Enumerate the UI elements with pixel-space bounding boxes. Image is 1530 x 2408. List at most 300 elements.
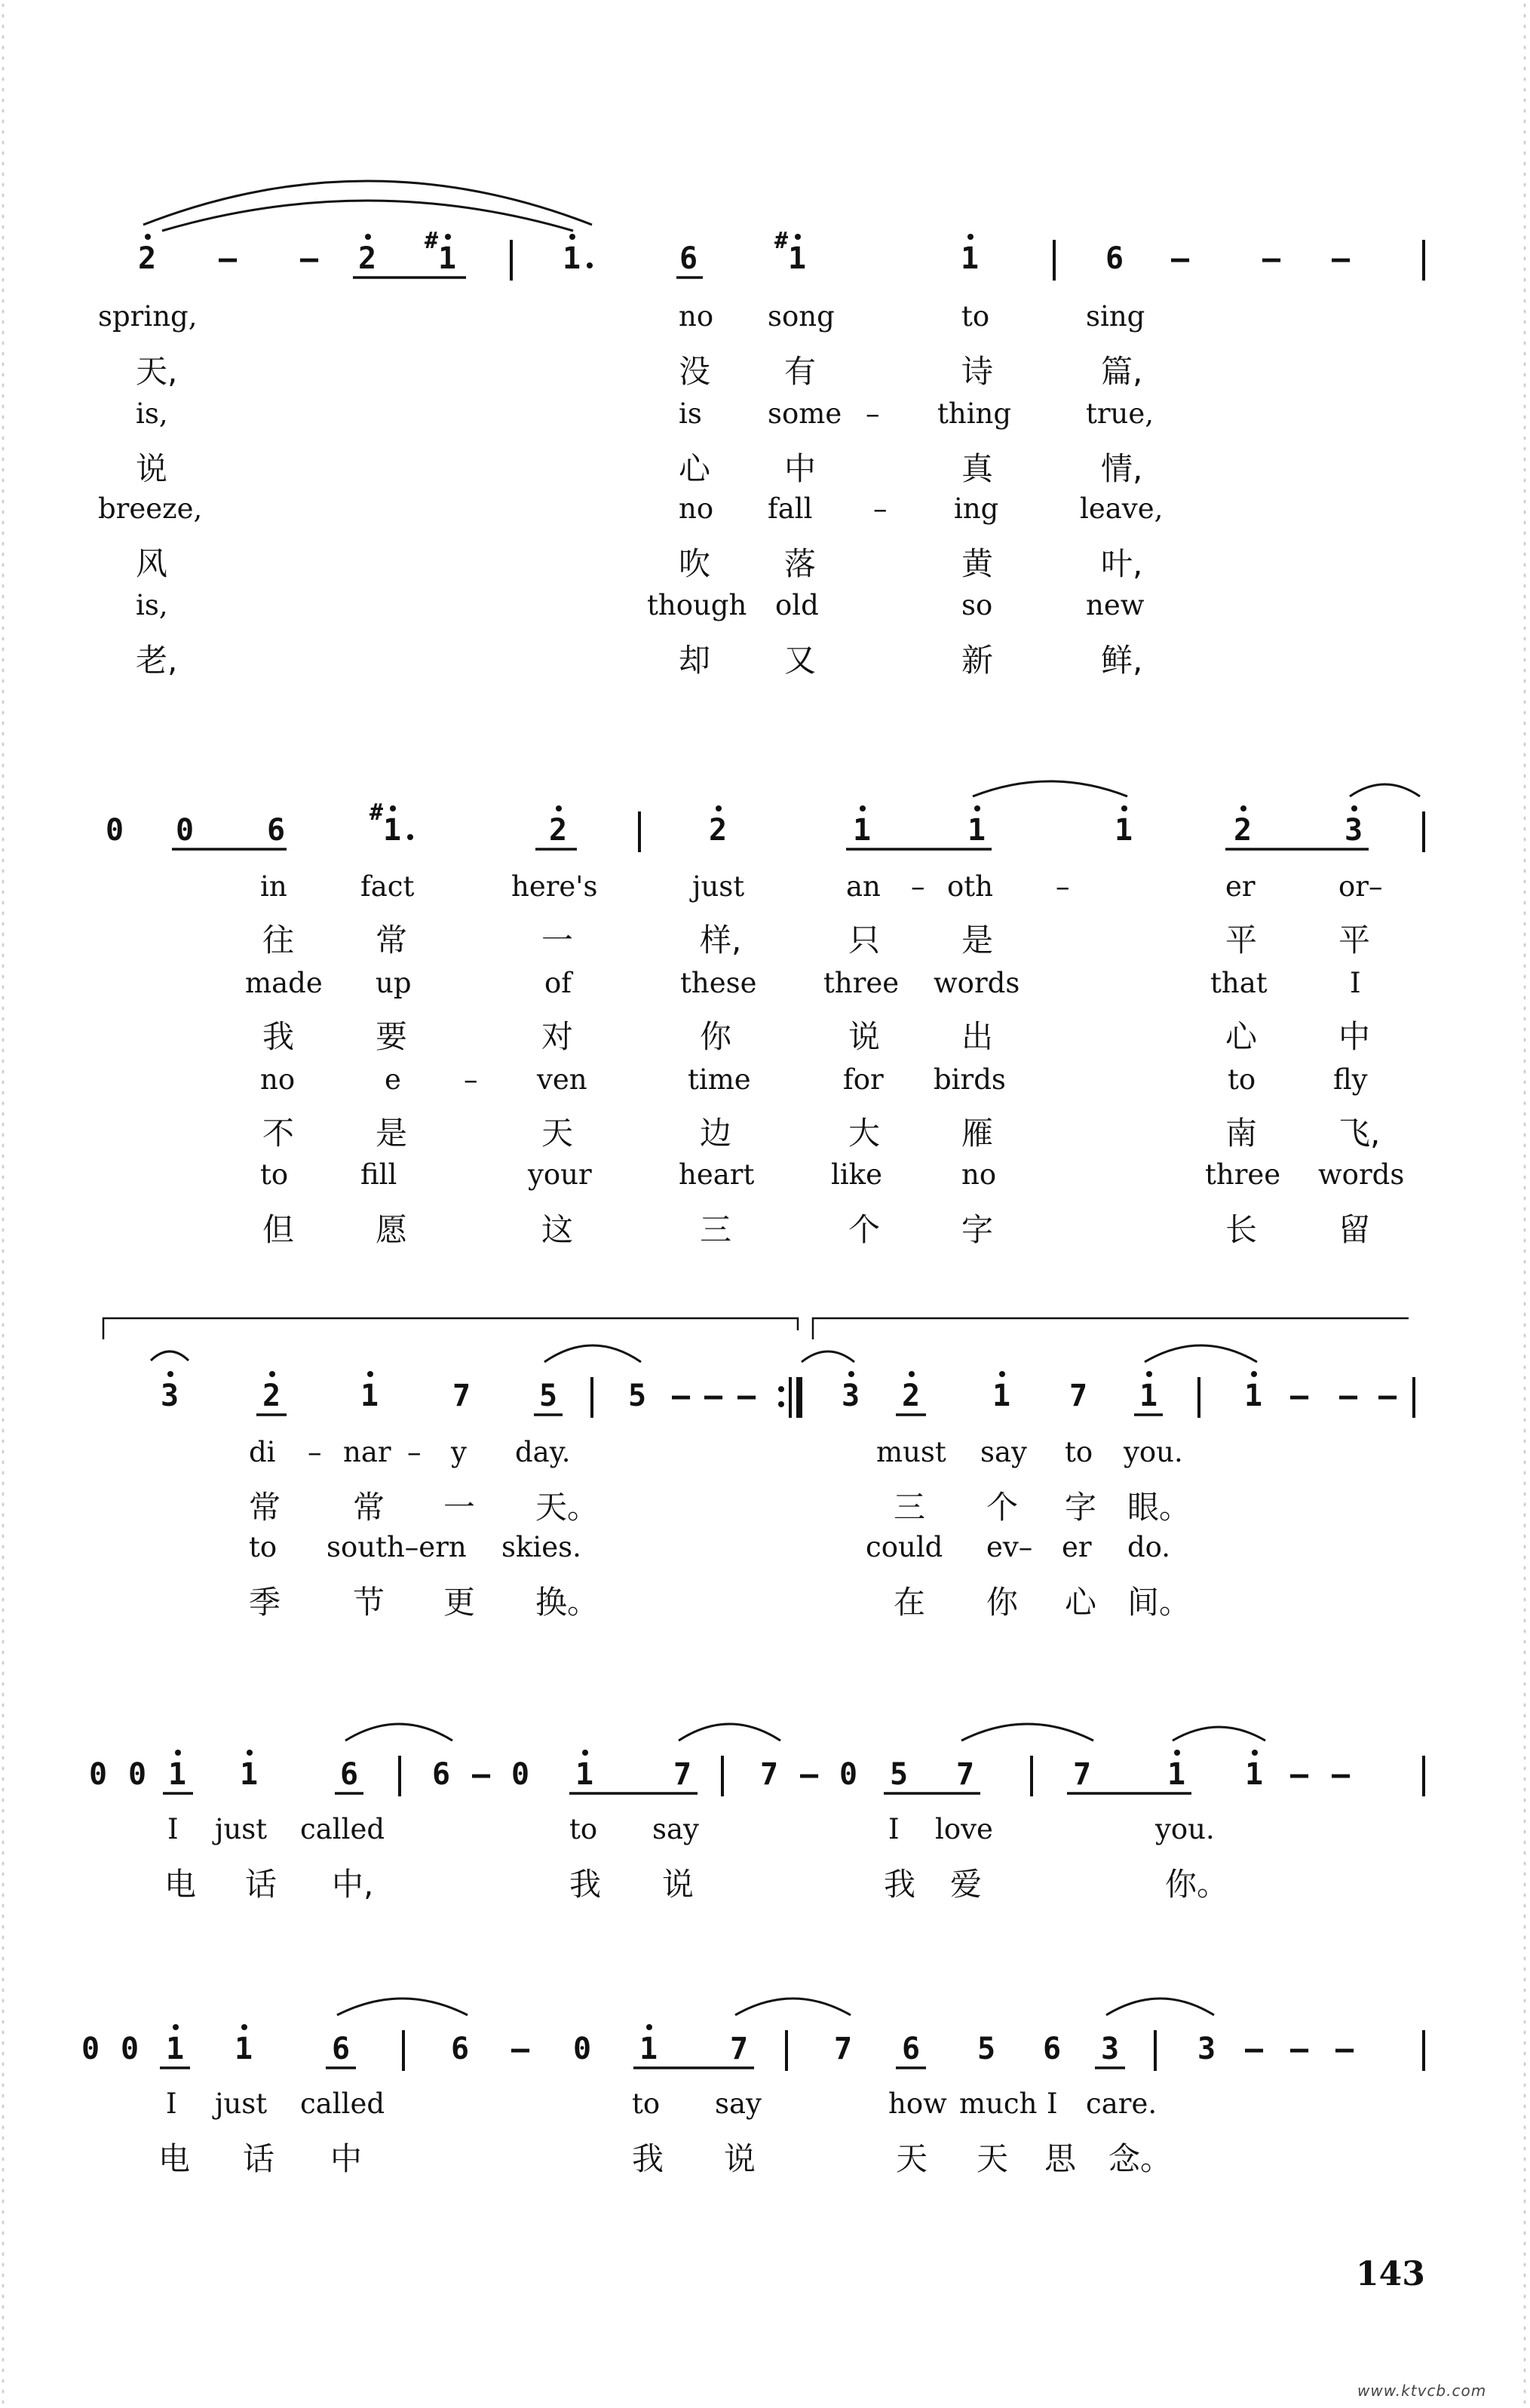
english-lyric: much (959, 2087, 1038, 2120)
english-lyric: – (1056, 870, 1070, 903)
english-lyric: I (166, 2087, 177, 2120)
jianpu-note: 7 (760, 1757, 779, 1792)
chinese-lyric: 换。 (535, 1584, 599, 1621)
english-lyric: – (308, 1436, 322, 1468)
english-lyric: no (679, 492, 714, 525)
chinese-lyric: 是 (961, 922, 994, 959)
jianpu-note: 1 (967, 813, 986, 848)
chinese-lyric: 落 (784, 545, 817, 582)
chinese-lyric: 却 (679, 642, 711, 679)
slur (1106, 1998, 1214, 2015)
jianpu-note: 5 (890, 1757, 909, 1792)
chinese-lyric: 间。 (1127, 1584, 1191, 1621)
jianpu-note: 6 (902, 2032, 921, 2066)
jianpu-note: – (704, 1379, 723, 1413)
jianpu-note: 1 (1139, 1379, 1158, 1413)
chinese-lyric: 更 (443, 1584, 476, 1621)
chinese-lyric: 一 (541, 922, 574, 959)
english-lyric: to (249, 1531, 277, 1563)
jianpu-note: – (300, 241, 319, 276)
chinese-lyric: 这 (541, 1211, 574, 1248)
octave-dot (269, 1371, 275, 1377)
slur (345, 1724, 452, 1741)
jianpu-note: 0 (176, 813, 195, 848)
chinese-lyric: 一 (443, 1489, 476, 1526)
chinese-lyric: 字 (961, 1211, 994, 1248)
english-lyric: words (1318, 1158, 1405, 1191)
chinese-lyric: 没 (679, 353, 711, 390)
jianpu-note: 7 (730, 2032, 749, 2066)
chinese-lyric: 我 (884, 1866, 916, 1903)
english-lyric: no (961, 1158, 997, 1191)
chinese-lyric: 电 (158, 2140, 191, 2177)
slur (1145, 1345, 1257, 1362)
chinese-lyric: 新 (961, 642, 994, 679)
english-lyric: day. (515, 1436, 571, 1468)
english-lyric: er (1062, 1531, 1092, 1563)
slur (973, 781, 1127, 796)
jianpu-note: 1 (575, 1757, 594, 1792)
chinese-lyric: 说 (136, 450, 168, 487)
slur (1173, 1727, 1265, 1741)
jianpu-note: 1 (1244, 1379, 1263, 1413)
jianpu-note: – (1290, 1757, 1309, 1792)
octave-dot (1121, 805, 1127, 811)
english-lyric: how (888, 2087, 947, 2120)
chinese-lyric: 情, (1101, 450, 1143, 487)
octave-dot (848, 1371, 854, 1377)
jianpu-note: 0 (573, 2032, 592, 2066)
jianpu-note: 6 (1105, 241, 1124, 276)
chinese-lyric: 但 (262, 1211, 295, 1248)
english-lyric: er (1225, 870, 1256, 903)
jianpu-note: 3 (1197, 2032, 1216, 2066)
chinese-lyric: 我 (262, 1018, 295, 1055)
chinese-lyric: 篇, (1101, 353, 1143, 390)
jianpu-note: – (672, 1379, 691, 1413)
english-lyric: I (1350, 967, 1361, 999)
english-lyric: in (260, 870, 287, 903)
chinese-lyric: 季 (249, 1584, 281, 1621)
jianpu-note: 1 (166, 2032, 185, 2066)
chinese-lyric: 电 (164, 1866, 197, 1903)
chinese-lyric: 风 (136, 545, 168, 582)
chinese-lyric: 天 (977, 2140, 1009, 2177)
octave-dot (167, 1371, 173, 1377)
english-lyric: – (873, 492, 888, 525)
chinese-lyric: 出 (961, 1018, 994, 1055)
english-lyric: made (245, 967, 323, 999)
english-lyric: I (167, 1813, 179, 1845)
english-lyric: words (934, 967, 1020, 999)
english-lyric: di (249, 1436, 276, 1468)
octave-dot (445, 234, 451, 240)
slur (337, 1998, 468, 2015)
jianpu-note: – (1290, 1379, 1309, 1413)
augmentation-dot (407, 834, 413, 840)
english-lyric: oth (947, 870, 993, 903)
watermark: www.ktvcb.com (1357, 2382, 1487, 2400)
jianpu-note: 6 (340, 1757, 359, 1792)
jianpu-note: 6 (267, 813, 286, 848)
chinese-lyric: 天。 (535, 1489, 599, 1526)
chinese-lyric: 说 (662, 1866, 694, 1903)
english-lyric: love (935, 1813, 993, 1845)
jianpu-note: 1 (383, 813, 402, 848)
english-lyric: to (1065, 1436, 1093, 1468)
jianpu-note: 1 (788, 241, 807, 276)
jianpu-note: 1 (961, 241, 980, 276)
jianpu-note: 0 (121, 2032, 140, 2066)
octave-dot (569, 234, 575, 240)
jianpu-note: – (1378, 1379, 1397, 1413)
jianpu-note: 2 (262, 1379, 281, 1413)
english-lyric: I (1047, 2087, 1058, 2120)
jianpu-note: 3 (161, 1379, 179, 1413)
english-lyric: sing (1086, 300, 1145, 333)
english-lyric: is, (136, 589, 168, 621)
english-lyric: – (866, 397, 880, 430)
chinese-lyric: 你 (700, 1018, 732, 1055)
jianpu-note: 0 (511, 1757, 530, 1792)
english-lyric: just (215, 1813, 268, 1845)
jianpu-note: 1 (438, 241, 457, 276)
chinese-lyric: 个 (848, 1211, 881, 1248)
english-lyric: is (679, 397, 702, 430)
english-lyric: fly (1333, 1063, 1368, 1096)
chinese-lyric: 心 (1225, 1018, 1258, 1055)
octave-dot (967, 234, 973, 240)
english-lyric: three (1205, 1158, 1281, 1191)
english-lyric: nar (343, 1436, 391, 1468)
english-lyric: for (843, 1063, 884, 1096)
chinese-lyric: 节 (353, 1584, 385, 1621)
jianpu-note: – (472, 1757, 491, 1792)
chinese-lyric: 平 (1338, 922, 1371, 959)
jianpu-note: 3 (1344, 813, 1363, 848)
jianpu-note: – (1262, 241, 1281, 276)
jianpu-note: – (1245, 2032, 1264, 2066)
chinese-lyric: 话 (245, 1866, 277, 1903)
chinese-lyric: 对 (541, 1018, 574, 1055)
english-lyric: say (715, 2087, 762, 2120)
jianpu-note: 1 (563, 241, 581, 276)
english-lyric: called (300, 2087, 385, 2120)
english-lyric: fill (360, 1158, 397, 1191)
octave-dot (173, 2024, 179, 2030)
slur (735, 1998, 851, 2015)
octave-dot (1146, 1371, 1152, 1377)
english-lyric: thing (937, 397, 1012, 430)
page-number: 143 (1356, 2255, 1425, 2293)
chinese-lyric: 天, (136, 353, 178, 390)
repeat-dot (778, 1401, 784, 1407)
chinese-lyric: 眼。 (1127, 1489, 1191, 1526)
chinese-lyric: 黄 (961, 545, 994, 582)
octave-dot (999, 1371, 1005, 1377)
slur (1350, 784, 1420, 796)
chinese-lyric: 雁 (961, 1115, 994, 1152)
chinese-lyric: 常 (249, 1489, 281, 1526)
octave-dot (974, 805, 980, 811)
chinese-lyric: 边 (700, 1115, 732, 1152)
jianpu-note: – (1332, 1757, 1351, 1792)
jianpu-note: 7 (452, 1379, 471, 1413)
english-lyric: up (376, 967, 412, 999)
english-lyric: ev– (986, 1531, 1033, 1563)
english-lyric: do. (1127, 1531, 1171, 1563)
chinese-lyric: 中, (332, 1866, 374, 1903)
english-lyric: leave, (1080, 492, 1164, 525)
octave-dot (716, 805, 722, 811)
jianpu-note: 1 (853, 813, 872, 848)
chinese-lyric: 中 (784, 450, 817, 487)
english-lyric: care. (1086, 2087, 1157, 2120)
jianpu-note: 2 (902, 1379, 921, 1413)
octave-dot (365, 234, 371, 240)
slur (961, 1724, 1093, 1741)
chinese-lyric: 真 (961, 450, 994, 487)
jianpu-note: 2 (549, 813, 568, 848)
english-lyric: true, (1086, 397, 1154, 430)
chinese-lyric: 常 (353, 1489, 385, 1526)
slur (151, 1351, 189, 1360)
jianpu-note: – (1290, 2032, 1309, 2066)
english-lyric: to (260, 1158, 289, 1191)
octave-dot (556, 805, 562, 811)
english-lyric: some (768, 397, 842, 430)
jianpu-note: 1 (240, 1757, 259, 1792)
english-lyric: you. (1124, 1436, 1183, 1468)
chinese-lyric: 三 (894, 1489, 926, 1526)
english-lyric: heart (679, 1158, 755, 1191)
octave-dot (1240, 805, 1246, 811)
english-lyric: say (652, 1813, 699, 1845)
octave-dot (582, 1750, 588, 1756)
chinese-lyric: 老, (136, 642, 178, 679)
english-lyric: time (688, 1063, 751, 1096)
chinese-lyric: 长 (1225, 1211, 1258, 1248)
chinese-lyric: 叶, (1101, 545, 1143, 582)
english-lyric: fall (768, 492, 813, 525)
chinese-lyric: 要 (376, 1018, 408, 1055)
jianpu-note: 6 (1043, 2032, 1062, 2066)
english-lyric: y (451, 1436, 467, 1468)
english-lyric: old (775, 589, 819, 621)
english-lyric: these (680, 967, 757, 999)
octave-dot (241, 2024, 247, 2030)
chinese-lyric: 留 (1338, 1211, 1371, 1248)
jianpu-note: 0 (106, 813, 124, 848)
octave-dot (1174, 1750, 1180, 1756)
jianpu-note: 2 (709, 813, 728, 848)
english-lyric: called (300, 1813, 385, 1845)
english-lyric: your (528, 1158, 592, 1191)
english-lyric: here's (511, 870, 598, 903)
octave-dot (1351, 805, 1357, 811)
jianpu-note: 0 (81, 2032, 100, 2066)
english-lyric: birds (934, 1063, 1006, 1096)
octave-dot (1252, 1750, 1258, 1756)
octave-dot (367, 1371, 373, 1377)
chinese-lyric: 心 (1065, 1584, 1097, 1621)
octave-dot (247, 1750, 253, 1756)
chinese-lyric: 中 (1338, 1018, 1371, 1055)
jianpu-note: 5 (539, 1379, 558, 1413)
english-lyric: or– (1338, 870, 1383, 903)
english-lyric: three (823, 967, 900, 999)
chinese-lyric: 在 (894, 1584, 926, 1621)
chinese-lyric: 南 (1225, 1115, 1258, 1152)
english-lyric: skies. (501, 1531, 581, 1563)
english-lyric: to (961, 300, 990, 333)
volta-bracket (813, 1318, 1409, 1339)
chinese-lyric: 三 (700, 1211, 732, 1248)
octave-dot (909, 1371, 915, 1377)
chinese-lyric: 中 (330, 2140, 363, 2177)
chinese-lyric: 鲜, (1101, 642, 1143, 679)
chinese-lyric: 是 (376, 1115, 408, 1152)
jianpu-note: – (1332, 241, 1351, 276)
english-lyric: spring, (98, 300, 198, 333)
jianpu-note: 7 (956, 1757, 975, 1792)
jianpu-note: 7 (673, 1757, 692, 1792)
jianpu-note: 1 (639, 2032, 658, 2066)
jianpu-note: 1 (168, 1757, 187, 1792)
chinese-lyric: 愿 (376, 1211, 408, 1248)
english-lyric: to (569, 1813, 598, 1845)
english-lyric: song (768, 300, 835, 333)
jianpu-note: 7 (834, 2032, 853, 2066)
octave-dot (145, 234, 151, 240)
english-lyric: is, (136, 397, 168, 430)
repeat-dot (778, 1386, 784, 1392)
chinese-lyric: 心 (679, 450, 711, 487)
jianpu-note: – (219, 241, 238, 276)
volta-bracket (103, 1318, 798, 1339)
chinese-lyric: 平 (1225, 922, 1258, 959)
english-lyric: ing (954, 492, 999, 525)
chinese-lyric: 我 (569, 1866, 602, 1903)
octave-dot (860, 805, 866, 811)
octave-dot (646, 2024, 652, 2030)
chinese-lyric: 个 (986, 1489, 1019, 1526)
jianpu-note: 6 (679, 241, 698, 276)
slur (802, 1351, 854, 1362)
chinese-lyric: 只 (848, 922, 881, 959)
chinese-lyric: 不 (262, 1115, 295, 1152)
jianpu-note: 6 (451, 2032, 470, 2066)
jianpu-note: 1 (992, 1379, 1011, 1413)
slur (162, 201, 573, 231)
chinese-lyric: 天 (541, 1115, 574, 1152)
jianpu-note: 1 (1115, 813, 1133, 848)
jianpu-note: 6 (332, 2032, 351, 2066)
octave-dot (390, 805, 396, 811)
chinese-lyric: 有 (784, 353, 817, 390)
chinese-lyric: 又 (784, 642, 817, 679)
chinese-lyric: 说 (724, 2140, 756, 2177)
english-lyric: – (407, 1436, 422, 1468)
jianpu-note: – (1339, 1379, 1358, 1413)
jianpu-note: 1 (1167, 1757, 1186, 1792)
jianpu-note: 1 (235, 2032, 253, 2066)
english-lyric: to (632, 2087, 661, 2120)
jianpu-note: – (1335, 2032, 1354, 2066)
jianpu-note: 6 (432, 1757, 451, 1792)
chinese-lyric: 爱 (950, 1866, 983, 1903)
chinese-lyric: 往 (262, 922, 295, 959)
jianpu-note: 0 (89, 1757, 108, 1792)
english-lyric: south–ern (327, 1531, 467, 1563)
chinese-lyric: 诗 (961, 353, 994, 390)
english-lyric: no (260, 1063, 296, 1096)
chinese-lyric: 话 (243, 2140, 275, 2177)
english-lyric: that (1210, 967, 1268, 999)
jianpu-note: – (1171, 241, 1190, 276)
slur (679, 1724, 780, 1741)
chinese-lyric: 吹 (679, 545, 711, 582)
english-lyric: – (464, 1063, 478, 1096)
chinese-lyric: 我 (632, 2140, 664, 2177)
jianpu-note: 0 (128, 1757, 147, 1792)
jianpu-note: 7 (1069, 1379, 1088, 1413)
jianpu-note: 2 (358, 241, 377, 276)
jianpu-note: 7 (1073, 1757, 1092, 1792)
augmentation-dot (587, 262, 593, 268)
english-lyric: you. (1155, 1813, 1215, 1845)
jianpu-note: 3 (842, 1379, 860, 1413)
english-lyric: must (876, 1436, 946, 1468)
jianpu-note: 3 (1101, 2032, 1120, 2066)
english-lyric: to (1228, 1063, 1256, 1096)
english-lyric: breeze, (98, 492, 203, 525)
english-lyric: I (888, 1813, 900, 1845)
jianpu-note: 2 (1234, 813, 1253, 848)
octave-dot (1251, 1371, 1257, 1377)
jianpu-note: 1 (360, 1379, 379, 1413)
chinese-lyric: 样, (700, 922, 742, 959)
jianpu-note: – (800, 1757, 819, 1792)
octave-dot (795, 234, 801, 240)
english-lyric: no (679, 300, 714, 333)
chinese-lyric: 天 (896, 2140, 928, 2177)
chinese-lyric: 你。 (1165, 1866, 1229, 1903)
english-lyric: so (961, 589, 993, 621)
sharp-accidental: # (774, 228, 789, 254)
sharp-accidental: # (369, 799, 384, 826)
english-lyric: e (385, 1063, 401, 1096)
english-lyric: just (215, 2087, 268, 2120)
jianpu-note: 5 (628, 1379, 647, 1413)
octave-dot (175, 1750, 181, 1756)
chinese-lyric: 常 (376, 922, 408, 959)
jianpu-note: 2 (138, 241, 157, 276)
sharp-accidental: # (425, 228, 439, 254)
jianpu-note: – (511, 2032, 530, 2066)
jianpu-note: – (737, 1379, 756, 1413)
slur (544, 1345, 641, 1362)
chinese-lyric: 字 (1065, 1489, 1097, 1526)
jianpu-note: 0 (839, 1757, 858, 1792)
chinese-lyric: 你 (986, 1584, 1019, 1621)
english-lyric: of (544, 967, 572, 999)
jianpu-note: 1 (1245, 1757, 1264, 1792)
chinese-lyric: 念。 (1108, 2140, 1173, 2177)
english-lyric: ven (537, 1063, 587, 1096)
chinese-lyric: 思 (1044, 2140, 1077, 2177)
english-lyric: could (866, 1531, 943, 1563)
